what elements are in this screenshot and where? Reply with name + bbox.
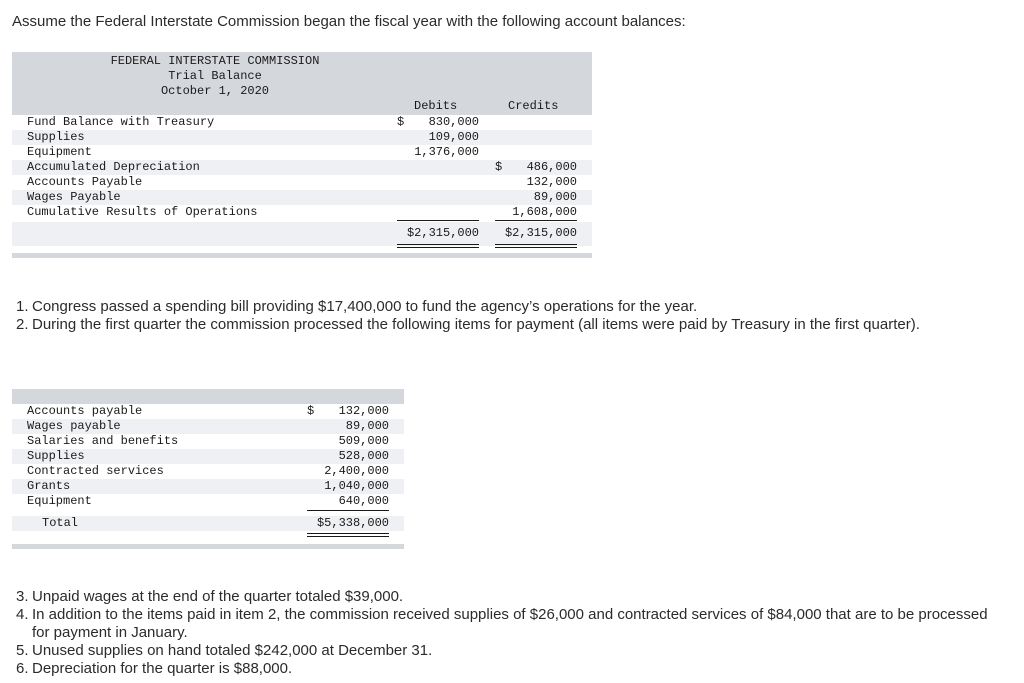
tb-total-credit: $2,315,000 [504, 226, 577, 240]
payment-total-label: Total [42, 516, 79, 530]
tb-row [12, 175, 592, 190]
payment-amount: 640,000 [338, 494, 389, 508]
tb-credit: 132,000 [526, 175, 577, 189]
tb-credit: 1,608,000 [512, 205, 577, 219]
payment-amount: 1,040,000 [324, 479, 389, 493]
item-number: 6. [16, 660, 29, 677]
tb-row [12, 205, 592, 220]
tb-total-debit: $2,315,000 [406, 226, 479, 240]
item-text: Unpaid wages at the end of the quarter totaled $39,000. [32, 588, 404, 605]
tb-account: Supplies [27, 130, 85, 144]
trial-balance-title: FEDERAL INTERSTATE COMMISSION [110, 54, 320, 68]
table-row [12, 434, 404, 449]
trial-balance-subtitle: Trial Balance [168, 69, 262, 83]
instructions-list-2 [16, 588, 1006, 678]
trial-balance-date: October 1, 2020 [160, 84, 270, 98]
instructions-list-1 [16, 298, 1006, 334]
payment-label: Grants [27, 479, 71, 493]
debit-subtotal-rule [397, 220, 479, 221]
table-row [12, 449, 404, 464]
item-text: In addition to the items paid in item 2, the commission received supplies of $26,000 and contracted services of $84,000 that are to be processed for payment in January. [32, 606, 988, 641]
trial-balance-bottom-bar [12, 253, 592, 258]
payments-bottom-bar [12, 544, 404, 549]
payment-amount: 89,000 [345, 419, 389, 433]
tb-account: Accumulated Depreciation [27, 160, 200, 174]
item-number: 1. [16, 298, 29, 315]
table-row [12, 464, 404, 479]
table-row [12, 494, 404, 509]
payment-double-rule [307, 533, 389, 537]
list-item [16, 588, 1006, 606]
list-item [16, 660, 1006, 678]
item-number: 2. [16, 316, 29, 333]
item-text: During the first quarter the commission processed the following items for payment (all items were paid by Treasury in the first quarter). [32, 316, 920, 333]
item-text: Unused supplies on hand totaled $242,000 at December 31. [32, 642, 433, 659]
table-row [12, 404, 404, 419]
payment-label: Accounts payable [27, 404, 143, 418]
payment-amount: 509,000 [338, 434, 389, 448]
list-item [16, 642, 1006, 660]
payment-label: Supplies [27, 449, 85, 463]
tb-account: Fund Balance with Treasury [27, 115, 215, 129]
item-number: 3. [16, 588, 29, 605]
tb-account: Accounts Payable [27, 175, 143, 189]
tb-row [12, 190, 592, 205]
credit-subtotal-rule [495, 220, 577, 221]
payment-label: Wages payable [27, 419, 121, 433]
payment-amount: 132,000 [338, 404, 389, 418]
payments-table [12, 389, 404, 549]
trial-balance-table [12, 52, 592, 258]
table-row [12, 419, 404, 434]
tb-row [12, 160, 592, 175]
payment-amount: 528,000 [338, 449, 389, 463]
payment-label: Equipment [27, 494, 92, 508]
tb-account: Equipment [27, 145, 92, 159]
tb-credit: 89,000 [533, 190, 577, 204]
credits-header: Credits [508, 99, 559, 113]
tb-debit: 109,000 [428, 130, 479, 144]
list-item [16, 606, 1006, 642]
payment-subtotal-rule [307, 510, 389, 511]
item-text: Depreciation for the quarter is $88,000. [32, 660, 293, 677]
debits-header: Debits [414, 99, 458, 113]
tb-row [12, 115, 592, 130]
payments-header-band [12, 389, 404, 404]
item-text: Congress passed a spending bill providing $17,400,000 to fund the agency’s operations for the year. [32, 298, 698, 315]
item-number: 4. [16, 606, 29, 623]
currency-symbol: $ [307, 404, 315, 418]
tb-account: Cumulative Results of Operations [27, 205, 258, 219]
list-item [16, 298, 1006, 316]
tb-debit: 1,376,000 [414, 145, 479, 159]
payment-label: Salaries and benefits [27, 434, 179, 448]
item-number: 5. [16, 642, 29, 659]
debit-double-rule [397, 244, 479, 248]
payment-total-amount: $5,338,000 [316, 516, 389, 530]
tb-row [12, 130, 592, 145]
payment-amount: 2,400,000 [324, 464, 389, 478]
list-item [16, 316, 1006, 334]
payment-total-row [12, 516, 404, 531]
tb-row [12, 145, 592, 160]
intro-text: Assume the Federal Interstate Commission began the fiscal year with the following account balances: [12, 13, 686, 30]
tb-total-row [12, 222, 592, 246]
tb-credit: 486,000 [526, 160, 577, 174]
currency-symbol: $ [397, 115, 405, 129]
credit-double-rule [495, 244, 577, 248]
tb-account: Wages Payable [27, 190, 121, 204]
currency-symbol: $ [495, 160, 503, 174]
tb-debit: 830,000 [428, 115, 479, 129]
payment-label: Contracted services [27, 464, 164, 478]
table-row [12, 479, 404, 494]
